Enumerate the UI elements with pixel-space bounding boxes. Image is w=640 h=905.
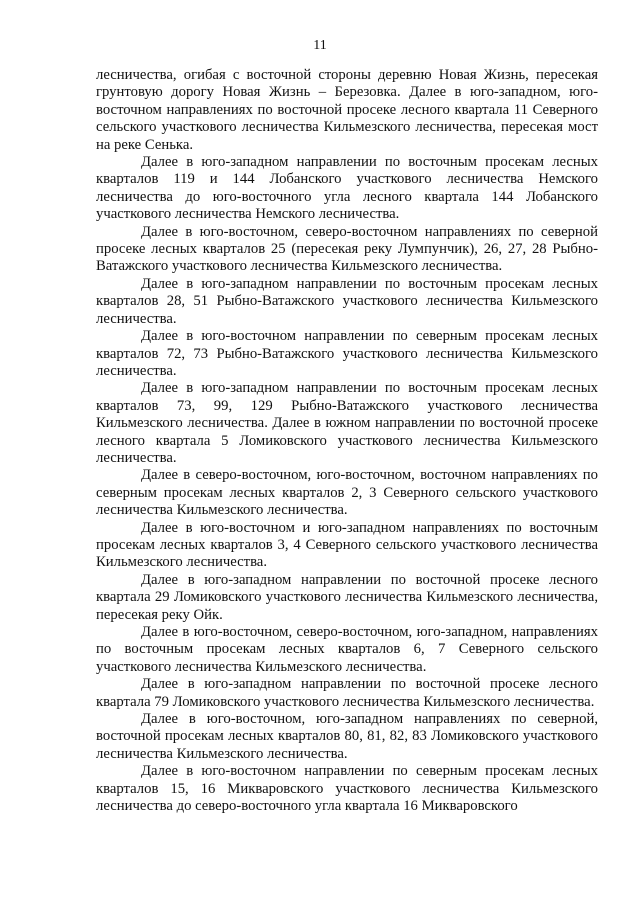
paragraph: Далее в юго-восточном и юго-западном направлениях по восточным просекам лесных кварталов 3, 4 Северного сельского участкового лесничества Кильмезского лесничества. [96, 519, 598, 571]
paragraph: Далее в юго-восточном, северо-восточном, юго-западном, направлениях по восточным просекам лесных кварталов 6, 7 Северного сельского участкового лесничества Кильмезского лесничества. [96, 624, 598, 675]
paragraph: Далее в юго-восточном направлении по северным просекам лесных кварталов 15, 16 Микваровского участкового лесничества Кильмезского лесничества до северо-восточного угла квартала 16 Микваровского [96, 763, 598, 815]
paragraph: Далее в юго-восточном направлении по северным просекам лесных кварталов 72, 73 Рыбно-Ватажского участкового лесничества Кильмезского лесничества. [96, 328, 598, 379]
paragraph: Далее в юго-западном направлении по восточной просеке лесного квартала 29 Ломиковского участкового лесничества Кильмезского лесничества, пересекая реку Ойк. [96, 571, 598, 623]
paragraph: Далее в юго-восточном, юго-западном направлениях по северной, восточной просекам лесных кварталов 80, 81, 82, 83 Ломиковского участкового лесничества Кильмезского лесничества. [96, 711, 598, 762]
paragraph: лесничества, огибая с восточной стороны деревню Новая Жизнь, пересекая грунтовую дорогу Новая Жизнь – Березовка. Далее в юго-западном, юго-восточном направлениях по восточной просеке лесного квартала 11 Северного сельского участкового лесничества Кильмезского лесничества, пересекая мост на реке Сенька. [96, 67, 598, 153]
paragraph: Далее в юго-западном направлении по восточным просекам лесных кварталов 73, 99, 129 Рыбно-Ватажского участкового лесничества Кильмезского лесничества. Далее в южном направлении по восточной просеке лесного квартала 5 Ломиковского участкового лесничества Кильмезского лесничества. [96, 380, 598, 466]
paragraph: Далее в юго-западном направлении по восточным просекам лесных кварталов 119 и 144 Лобанского участкового лесничества Немского лесничества до юго-восточного угла лесного квартала 144 Лобанского участкового лесничества Немского лесничества. [96, 154, 598, 223]
paragraph: Далее в юго-западном направлении по восточным просекам лесных кварталов 28, 51 Рыбно-Ватажского участкового лесничества Кильмезского лесничества. [96, 275, 598, 327]
document-body [96, 67, 598, 815]
paragraph: Далее в юго-восточном, северо-восточном направлениях по северной просеке лесных кварталов 25 (пересекая реку Лумпунчик), 26, 27, 28 Рыбно-Ватажского участкового лесничества Кильмезского лесничества. [96, 223, 598, 275]
paragraph: Далее в юго-западном направлении по восточной просеке лесного квартала 79 Ломиковского участкового лесничества Кильмезского лесничества. [96, 676, 598, 710]
paragraph: Далее в северо-восточном, юго-восточном, восточном направлениях по северным просекам лесных кварталов 2, 3 Северного сельского участкового лесничества Кильмезского лесничества. [96, 467, 598, 519]
page-number: 11 [313, 38, 327, 53]
